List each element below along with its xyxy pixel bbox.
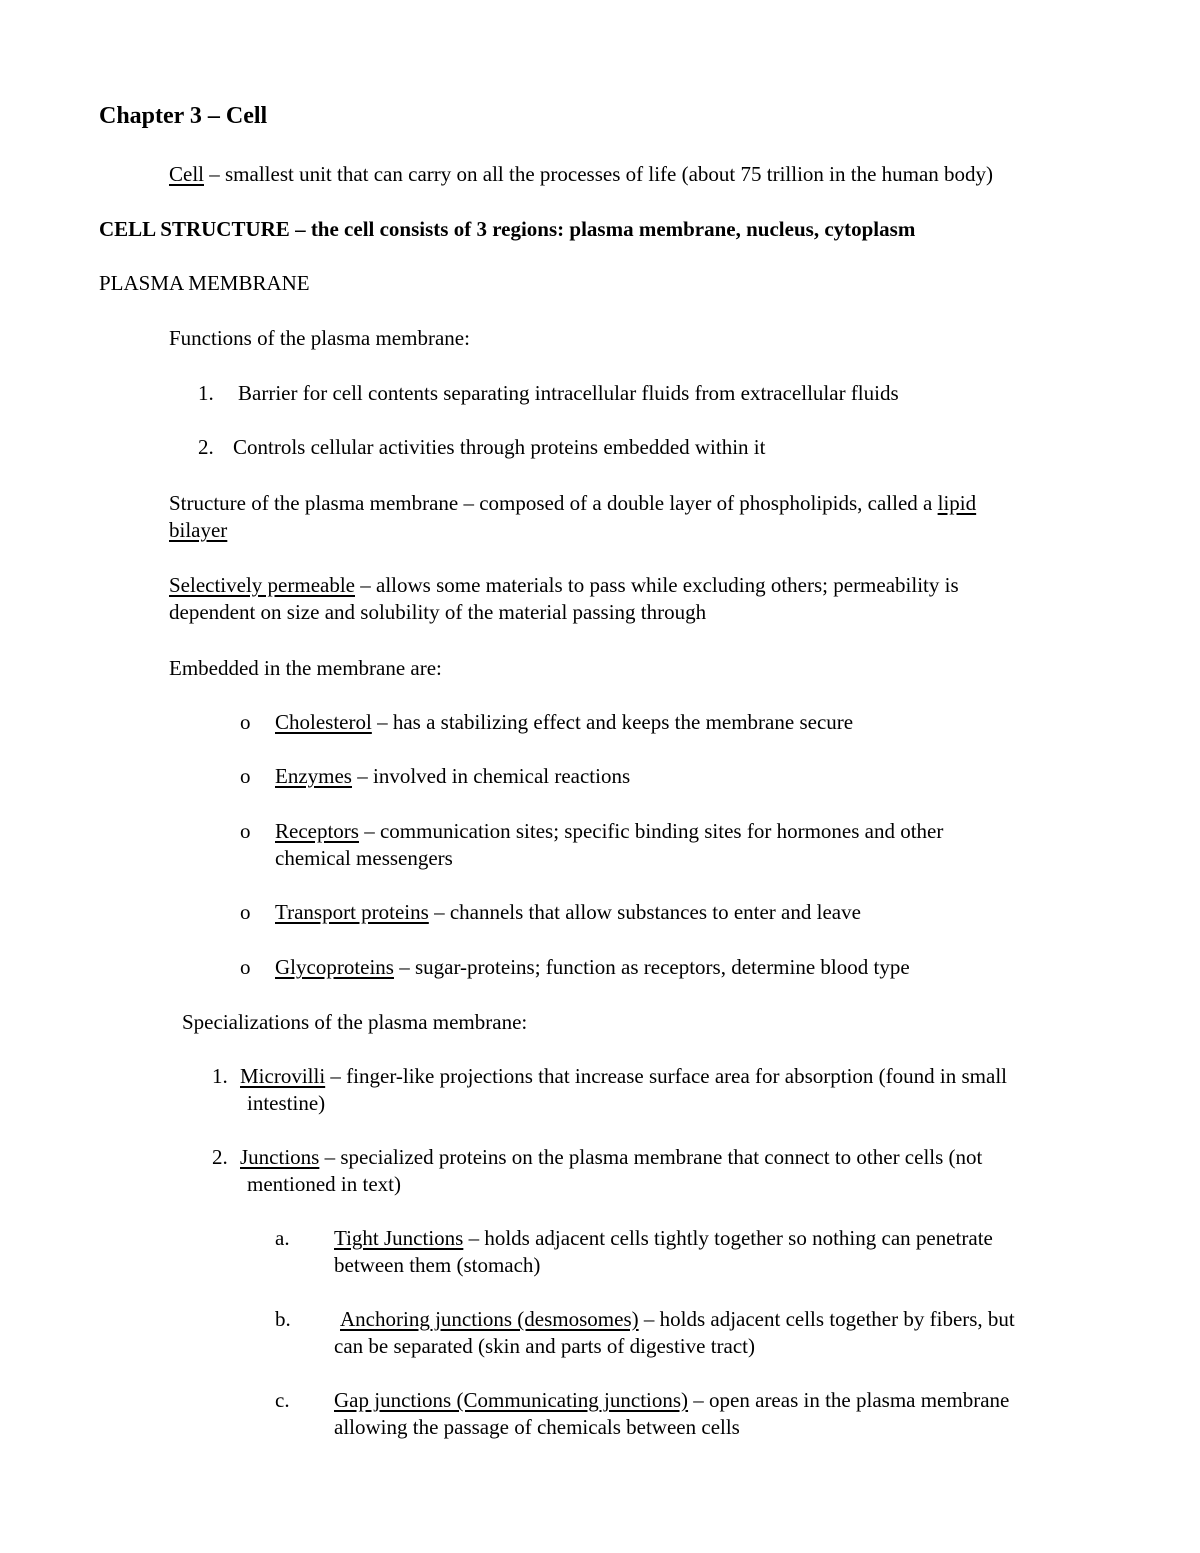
cell-structure-term: CELL STRUCTURE [99,217,290,241]
list-item-text [334,1387,1009,1414]
lipid-term: lipid [937,491,977,515]
list-item-text [240,1144,982,1171]
list-marker: c. [275,1388,290,1412]
list-marker: b. [275,1307,291,1331]
bullet-marker: o [240,955,251,979]
structure-text: Structure of the plasma membrane – composed of a double layer of phospholipids, called a [169,491,938,515]
junction-desc: – holds adjacent cells together by fibers, but [638,1307,1015,1331]
list-item-text-continued: mentioned in text) [247,1172,401,1196]
embedded-term: Glycoproteins [275,955,394,979]
list-item-text [275,818,943,845]
permeable-line [169,572,959,599]
bilayer-term: bilayer [169,518,228,542]
list-marker: 1. [198,381,214,405]
embedded-intro: Embedded in the membrane are: [169,656,442,680]
list-marker: 2. [198,435,214,459]
junction-term: Tight Junctions [334,1226,464,1250]
list-item-text [275,709,853,736]
embedded-desc: – has a stabilizing effect and keeps the membrane secure [371,710,854,734]
embedded-desc: – involved in chemical reactions [351,764,631,788]
list-item-text-continued: chemical messengers [275,846,453,870]
embedded-term: Transport proteins [275,900,429,924]
bullet-marker: o [240,819,251,843]
page-title: Chapter 3 – Cell [99,103,268,129]
list-item-text [275,899,861,926]
junction-term: Gap junctions (Communicating junctions) [334,1388,689,1412]
junction-desc: – holds adjacent cells tightly together so nothing can penetrate [463,1226,993,1250]
functions-intro: Functions of the plasma membrane: [169,326,470,350]
permeable-text: – allows some materials to pass while excluding others; permeability is [355,573,959,597]
bullet-marker: o [240,764,251,788]
cell-structure-heading [99,216,915,243]
junction-term: Anchoring junctions (desmosomes) [340,1307,639,1331]
embedded-desc: – sugar-proteins; function as receptors, determine blood type [393,955,910,979]
list-item-text [240,1063,1007,1090]
plasma-membrane-heading: PLASMA MEMBRANE [99,271,310,295]
bullet-marker: o [240,710,251,734]
embedded-term: Cholesterol [275,710,372,734]
list-item-text-continued: intestine) [247,1091,326,1115]
cell-definition-text: – smallest unit that can carry on all the processes of life (about 75 trillion in the human body) [204,162,994,186]
specialization-desc: – finger-like projections that increase surface area for absorption (found in small [325,1064,1007,1088]
list-item-text-continued: between them (stomach) [334,1253,541,1277]
permeable-term: Selectively permeable [169,573,355,597]
cell-term: Cell [169,162,204,186]
list-item-text [275,954,910,981]
embedded-term: Receptors [275,819,359,843]
list-item-text: Controls cellular activities through proteins embedded within it [233,435,766,459]
list-item-text [334,1225,993,1252]
specialization-desc: – specialized proteins on the plasma membrane that connect to other cells (not [319,1145,983,1169]
list-item-text-continued: can be separated (skin and parts of digestive tract) [334,1334,755,1358]
cell-structure-text: – the cell consists of 3 regions: plasma membrane, nucleus, cytoplasm [289,217,916,241]
permeable-line-2: dependent on size and solubility of the material passing through [169,600,707,624]
list-marker: 2. [212,1145,228,1169]
structure-line [169,517,227,544]
junction-desc: – open areas in the plasma membrane [688,1388,1010,1412]
specializations-intro: Specializations of the plasma membrane: [182,1010,528,1034]
list-item-text [275,763,630,790]
structure-line [169,490,976,517]
embedded-desc: – channels that allow substances to enter and leave [428,900,861,924]
specialization-term: Junctions [240,1145,320,1169]
bullet-marker: o [240,900,251,924]
list-item-text: Barrier for cell contents separating intracellular fluids from extracellular fluids [238,381,899,405]
embedded-term: Enzymes [275,764,352,788]
list-item-text [340,1306,1015,1333]
cell-definition [169,161,993,188]
list-marker: a. [275,1226,290,1250]
list-item-text-continued: allowing the passage of chemicals between cells [334,1415,740,1439]
embedded-desc: – communication sites; specific binding sites for hormones and other [358,819,944,843]
specialization-term: Microvilli [240,1064,326,1088]
list-marker: 1. [212,1064,228,1088]
